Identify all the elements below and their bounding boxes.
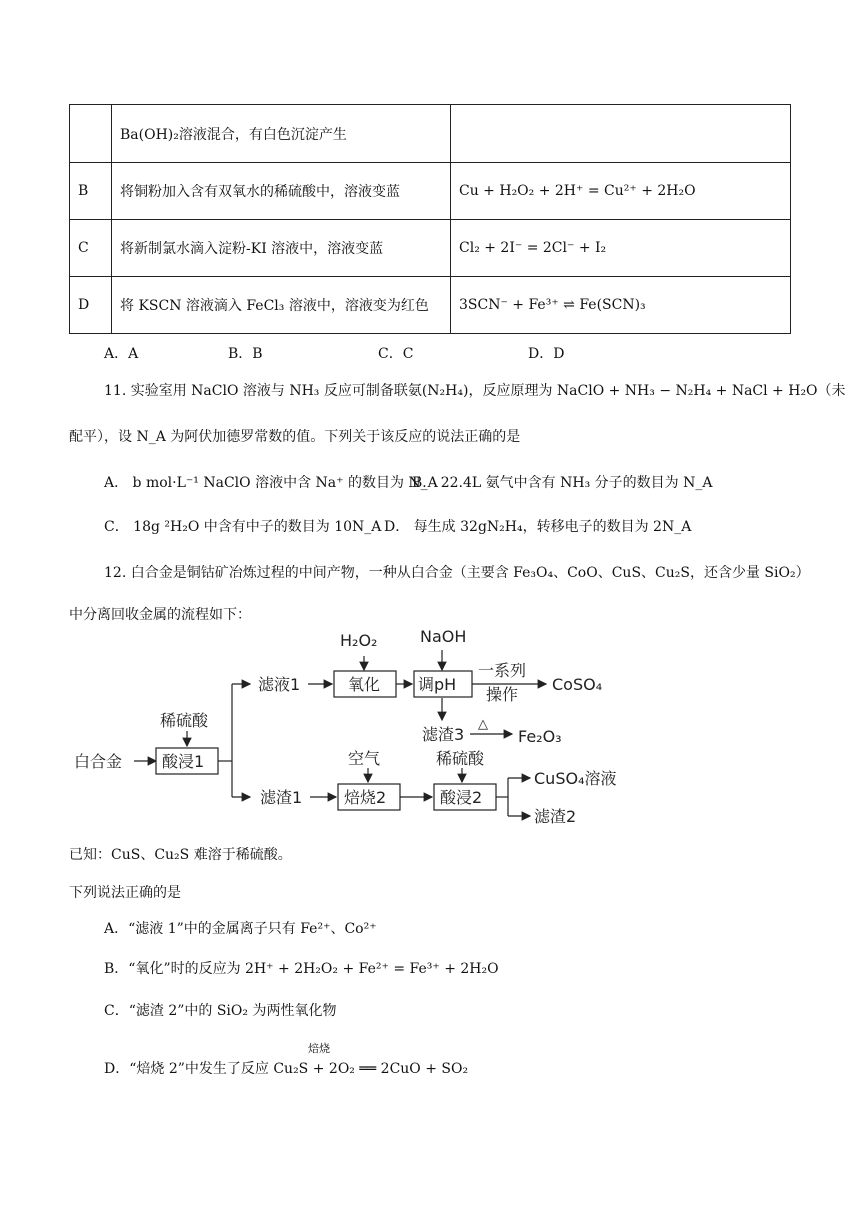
row-label: D [70, 277, 112, 334]
q11-stem-line1: 11. 实验室用 NaClO 溶液与 NH₃ 反应可制备联氨(N₂H₄)，反应原理为 NaClO + NH₃ − N₂H₄ + NaCl + H₂O（未 [104, 383, 846, 399]
q11-option-d: D． 每生成 32gN₂H₄，转移电子的数目为 2N_A [384, 519, 692, 535]
flow-acid1-label: 稀硫酸 [160, 711, 209, 730]
row-equation: Cu + H₂O₂ + 2H⁺ = Cu²⁺ + 2H₂O [451, 163, 791, 220]
flow-box-roast2: 焙烧2 [344, 788, 387, 807]
row-experiment: Ba(OH)₂溶液混合，有白色沉淀产生 [112, 105, 451, 163]
flow-residue1: 滤渣1 [260, 788, 303, 807]
q10-table [69, 104, 791, 334]
row-equation [451, 105, 791, 163]
flow-box-acid1: 酸浸1 [162, 752, 205, 771]
table-row [70, 277, 791, 334]
row-experiment: 将 KSCN 溶液滴入 FeCl₃ 溶液中，溶液变为红色 [112, 277, 451, 334]
row-experiment: 将铜粉加入含有双氧水的稀硫酸中，溶液变蓝 [112, 163, 451, 220]
heat-symbol: △ [478, 717, 488, 732]
process-flow-diagram [60, 618, 700, 838]
q12-stem-line1: 12. 白合金是铜钴矿冶炼过程的中间产物，一种从白合金（主要含 Fe₃O₄、CoO、CuS、Cu₂S，还含少量 SiO₂） [104, 565, 810, 581]
q12-stem-line2: 中分离回收金属的流程如下： [69, 607, 251, 623]
q11-option-b: B． 22.4L 氨气中含有 NH₃ 分子的数目为 N_A [412, 475, 713, 491]
flow-naoh: NaOH [420, 627, 467, 646]
q10-option-b: B．B [228, 346, 263, 362]
flow-fe2o3: Fe₂O₃ [518, 727, 562, 746]
flow-series-bottom: 操作 [486, 685, 519, 704]
flow-start: 白合金 [74, 752, 123, 771]
flow-box-oxidize: 氧化 [348, 675, 381, 694]
q12-option-c: C．“滤渣 2”中的 SiO₂ 为两性氧化物 [104, 1003, 337, 1019]
row-label: B [70, 163, 112, 220]
q11-option-a: A． b mol·L⁻¹ NaClO 溶液中含 Na⁺ 的数目为 N_A [104, 475, 438, 491]
q12-option-b: B．“氧化”时的反应为 2H⁺ + 2H₂O₂ + Fe²⁺ = Fe³⁺ + 2H₂O [104, 961, 499, 977]
q10-option-a: A．A [104, 346, 139, 362]
q12-option-a: A．“滤液 1”中的金属离子只有 Fe²⁺、Co²⁺ [104, 921, 377, 937]
flow-h2o2: H₂O₂ [340, 631, 378, 650]
q12-question: 下列说法正确的是 [69, 885, 181, 901]
q12-option-d: D．“焙烧 2”中发生了反应 Cu₂S + 2O₂ ══ 2CuO + SO₂ [104, 1061, 469, 1077]
roast-condition: 焙烧 [308, 1042, 330, 1055]
row-experiment: 将新制氯水滴入淀粉-KI 溶液中，溶液变蓝 [112, 220, 451, 277]
flow-box-acid2: 酸浸2 [440, 788, 483, 807]
q10-option-c: C．C [378, 346, 414, 362]
flow-box-ph: 调pH [418, 675, 457, 694]
flow-coso4: CoSO₄ [552, 675, 603, 694]
q10-option-d: D．D [528, 346, 565, 362]
row-equation: 3SCN⁻ + Fe³⁺ ⇌ Fe(SCN)₃ [451, 277, 791, 334]
q11-option-c: C． 18g ²H₂O 中含有中子的数目为 10N_A [104, 519, 382, 535]
row-label [70, 105, 112, 163]
table-row [70, 220, 791, 277]
row-equation: Cl₂ + 2I⁻ = 2Cl⁻ + I₂ [451, 220, 791, 277]
row-label: C [70, 220, 112, 277]
flow-series-top: 一系列 [478, 661, 527, 680]
table-row [70, 163, 791, 220]
q12-known: 已知：CuS、Cu₂S 难溶于稀硫酸。 [69, 847, 292, 863]
flow-acid2-label: 稀硫酸 [436, 749, 485, 768]
flow-cuso4: CuSO₄溶液 [534, 769, 617, 788]
q11-stem-line2: 配平），设 N_A 为阿伏加德罗常数的值。下列关于该反应的说法正确的是 [69, 429, 521, 445]
flow-residue3: 滤渣3 [422, 725, 465, 744]
flow-residue2: 滤渣2 [534, 807, 577, 826]
flow-filtrate1: 滤液1 [258, 675, 301, 694]
flow-air: 空气 [348, 749, 381, 768]
table-row [70, 105, 791, 163]
